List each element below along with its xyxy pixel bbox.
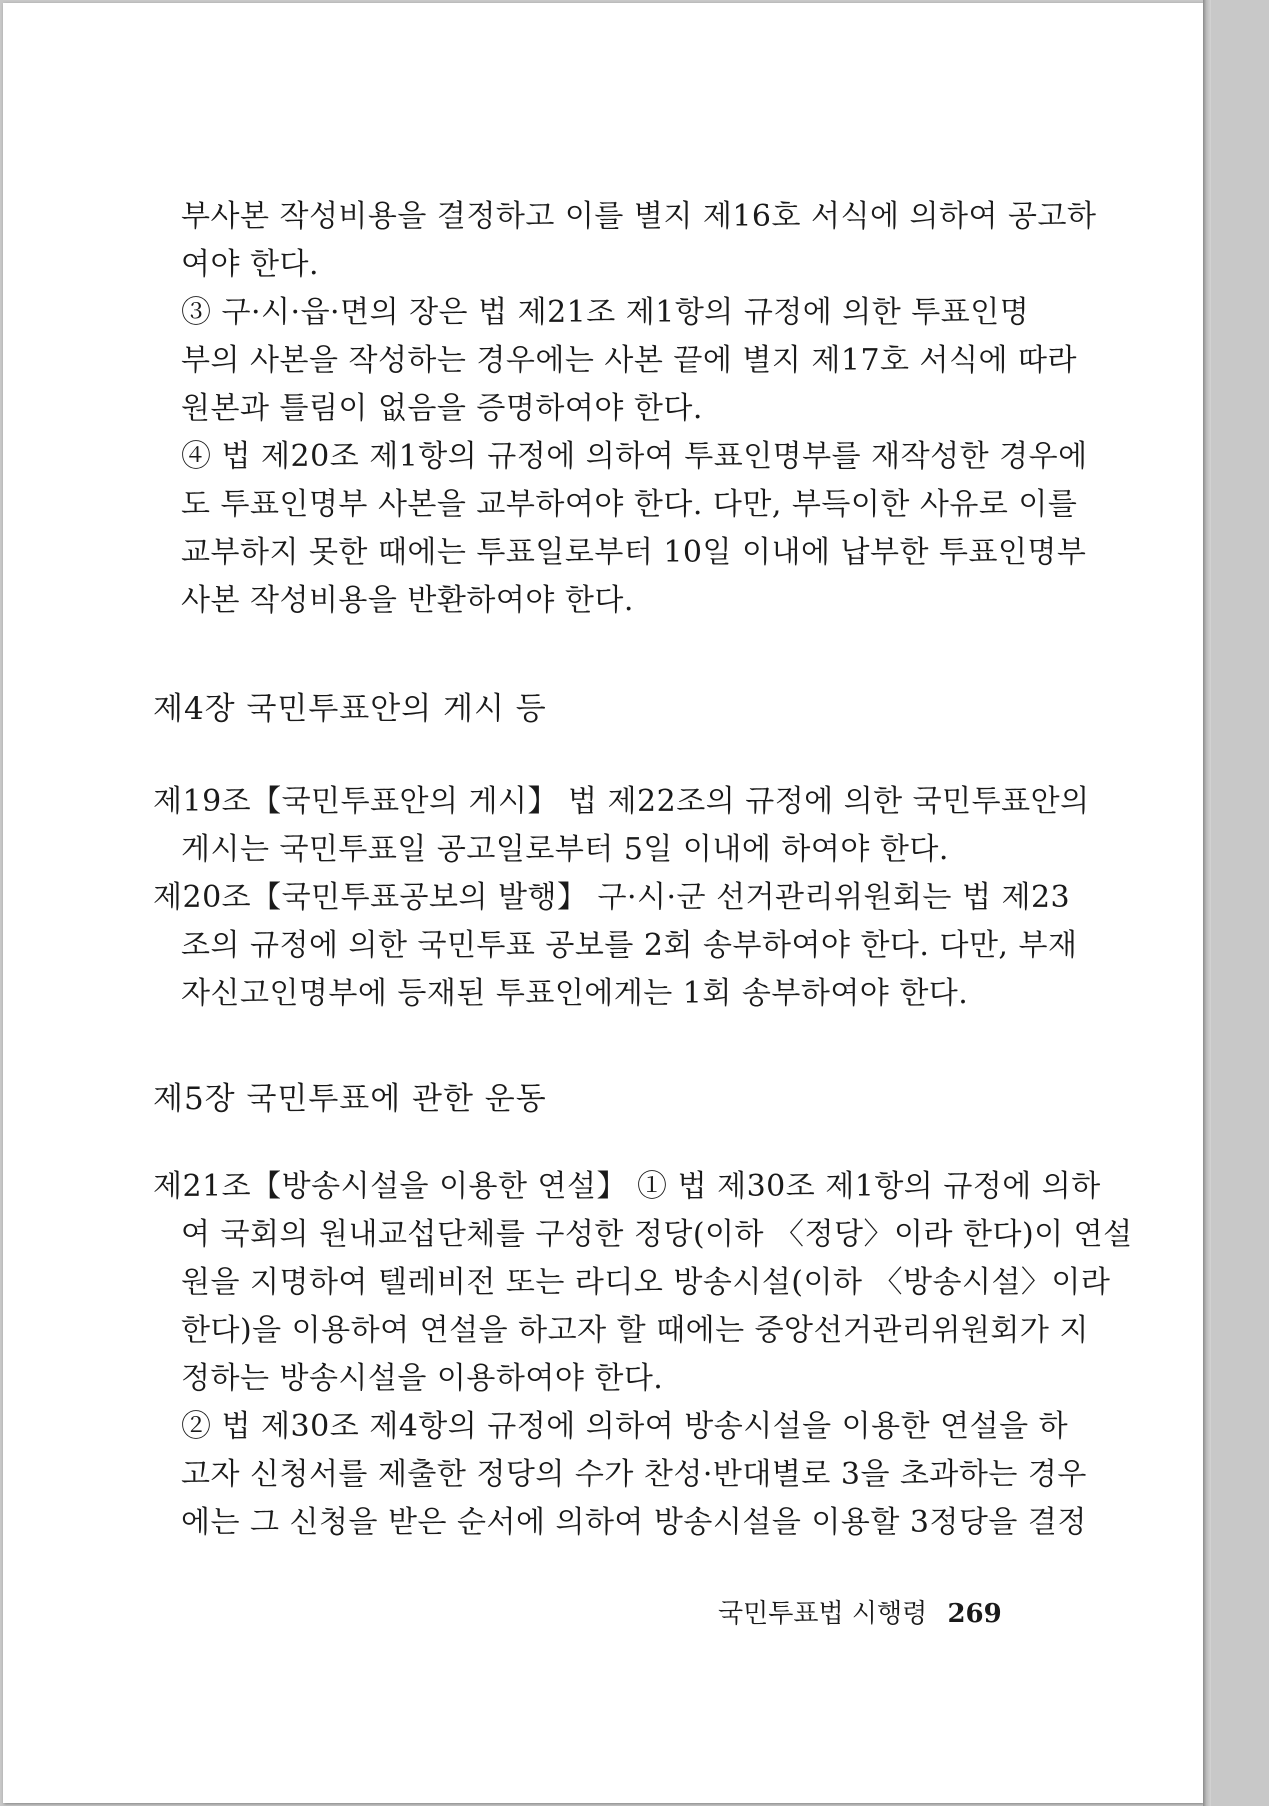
text-line: 한다)을 이용하여 연설을 하고자 할 때에는 중앙선거관리위원회가 지 xyxy=(181,1313,1089,1348)
text-line: 도 투표인명부 사본을 교부하여야 한다. 다만, 부득이한 사유로 이를 xyxy=(181,487,1078,522)
text-line: 원을 지명하여 텔레비전 또는 라디오 방송시설(이하 〈방송시설〉이라 xyxy=(181,1265,1111,1300)
text-line: 게시는 국민투표일 공고일로부터 5일 이내에 하여야 한다. xyxy=(181,832,949,867)
text-line: 고자 신청서를 제출한 정당의 수가 찬성·반대별로 3을 초과하는 경우 xyxy=(181,1457,1087,1492)
section-article-18-continued xyxy=(153,193,1097,625)
page-footer xyxy=(718,1593,1002,1630)
text-line: 에는 그 신청을 받은 순서에 의하여 방송시설을 이용할 3정당을 결정 xyxy=(181,1505,1087,1540)
text-line: 정하는 방송시설을 이용하여야 한다. xyxy=(181,1361,664,1396)
article-20-line: 제20조【국민투표공보의 발행】 구·시·군 선거관리위원회는 법 제23 xyxy=(153,880,1071,915)
text-line: 자신고인명부에 등재된 투표인에게는 1회 송부하여야 한다. xyxy=(181,976,969,1011)
text-line: 부의 사본을 작성하는 경우에는 사본 끝에 별지 제17호 서식에 따라 xyxy=(181,343,1077,378)
section-articles-19-20 xyxy=(153,778,1090,1018)
running-title: 국민투표법 시행령 xyxy=(718,1599,928,1629)
chapter-4-heading: 제4장 국민투표안의 게시 등 xyxy=(153,691,547,727)
text-line: 부사본 작성비용을 결정하고 이를 별지 제16호 서식에 의하여 공고하 xyxy=(181,199,1097,234)
text-line: 조의 규정에 의한 국민투표 공보를 2회 송부하여야 한다. 다만, 부재 xyxy=(181,928,1078,963)
text-line: 원본과 틀림이 없음을 증명하여야 한다. xyxy=(181,391,703,426)
text-line: ② 법 제30조 제4항의 규정에 의하여 방송시설을 이용한 연설을 하 xyxy=(181,1409,1069,1444)
section-article-21 xyxy=(153,1163,1133,1547)
text-line: 교부하지 못한 때에는 투표일로부터 10일 이내에 납부한 투표인명부 xyxy=(181,535,1087,570)
text-line: 여 국회의 원내교섭단체를 구성한 정당(이하 〈정당〉이라 한다)이 연설 xyxy=(181,1217,1133,1252)
text-line: 여야 한다. xyxy=(181,247,319,282)
text-line: ④ 법 제20조 제1항의 규정에 의하여 투표인명부를 재작성한 경우에 xyxy=(181,439,1088,474)
chapter-5-heading: 제5장 국민투표에 관한 운동 xyxy=(153,1081,547,1117)
article-21-line: 제21조【방송시설을 이용한 연설】 ① 법 제30조 제1항의 규정에 의하 xyxy=(153,1169,1101,1204)
text-line: ③ 구·시·읍·면의 장은 법 제21조 제1항의 규정에 의한 투표인명 xyxy=(181,295,1030,330)
text-line: 사본 작성비용을 반환하여야 한다. xyxy=(181,583,634,618)
article-19-line: 제19조【국민투표안의 게시】 법 제22조의 규정에 의한 국민투표안의 xyxy=(153,784,1090,819)
page-number: 269 xyxy=(947,1599,1002,1629)
document-page xyxy=(3,3,1203,1803)
page-edge-shadow xyxy=(1203,0,1211,1806)
